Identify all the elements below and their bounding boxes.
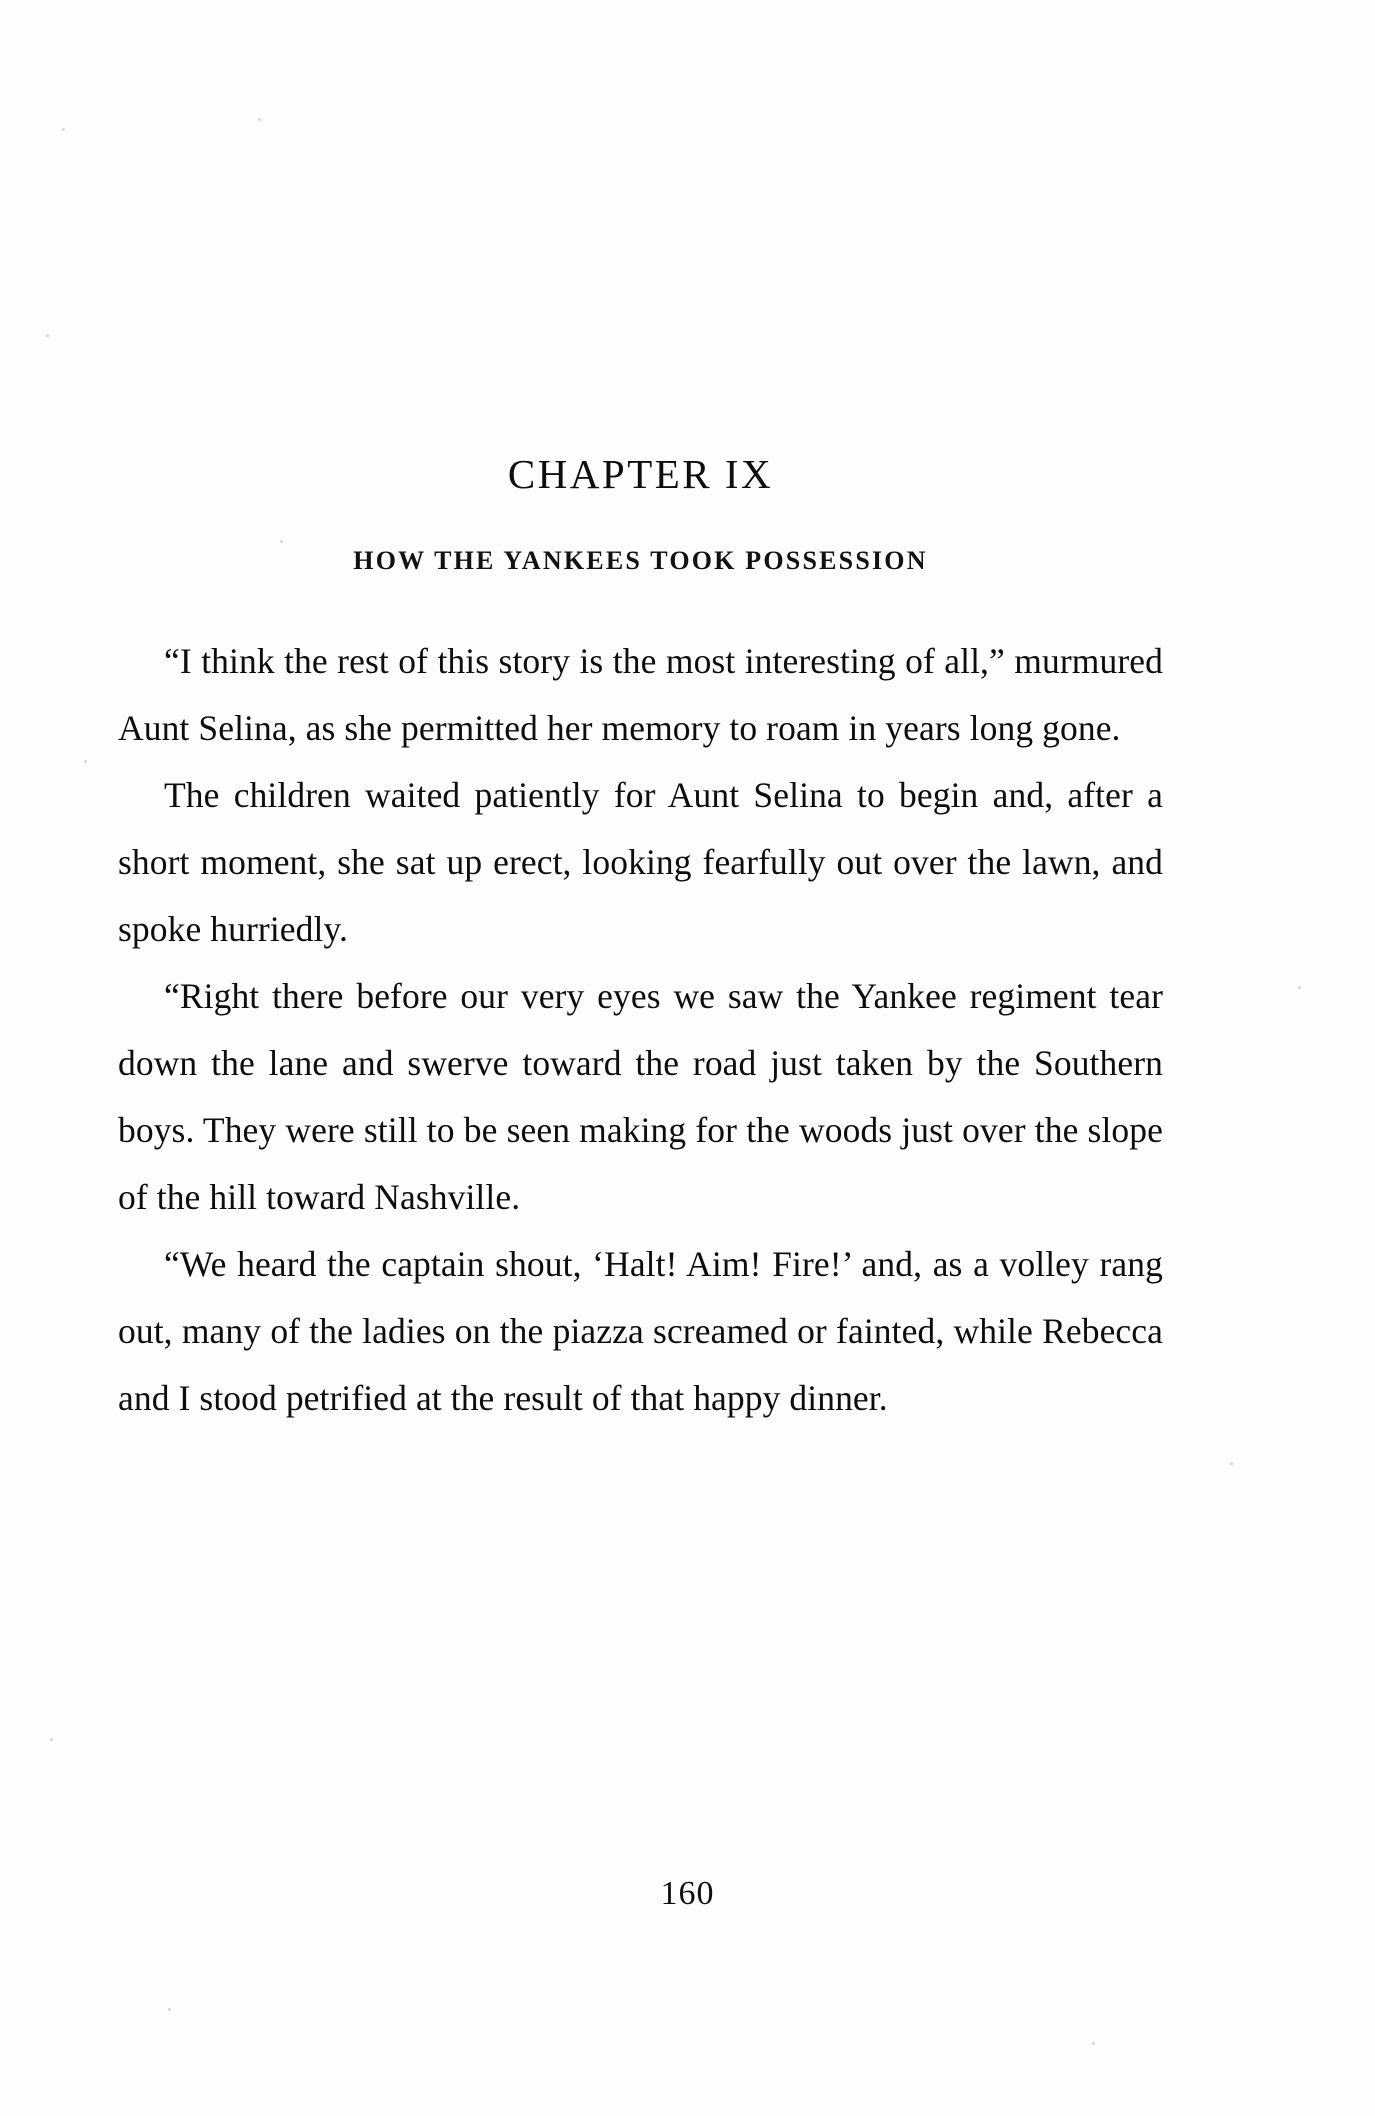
paper-speck (1298, 986, 1301, 989)
paper-speck (84, 760, 87, 763)
body-text (118, 628, 1163, 1432)
paragraph: “I think the rest of this story is the most interesting of all,” murmured Aunt Selina, as she permitted her memory to roam in years long gone. (118, 641, 1163, 748)
paper-speck (1230, 1462, 1233, 1465)
paragraph: The children waited patiently for Aunt Selina to begin and, after a short moment, she sat up erect, looking fearfully out over the lawn, and spoke hurriedly. (118, 775, 1163, 949)
paragraph: “Right there before our very eyes we saw the Yankee regiment tear down the lane and swerve toward the road just taken by the Southern boys. They were still to be seen making for the woods just over the slope of the hill toward Nashville. (118, 976, 1163, 1217)
paper-speck (62, 128, 65, 131)
paper-speck (168, 2008, 171, 2011)
text-column (118, 430, 1163, 1432)
chapter-subtitle: HOW THE YANKEES TOOK POSSESSION (353, 546, 928, 575)
page-number: 160 (660, 1875, 715, 1912)
paper-speck (46, 334, 49, 337)
paper-speck (1092, 2042, 1095, 2045)
paper-speck (50, 1738, 53, 1741)
paragraph: “We heard the captain shout, ‘Halt! Aim! Fire!’ and, as a volley rang out, many of the ladies on the piazza screamed or fainted, while Rebecca and I stood petrified at the result of that happy dinner. (118, 1244, 1163, 1418)
paper-speck (258, 118, 261, 121)
chapter-heading: CHAPTER IX (507, 451, 774, 497)
